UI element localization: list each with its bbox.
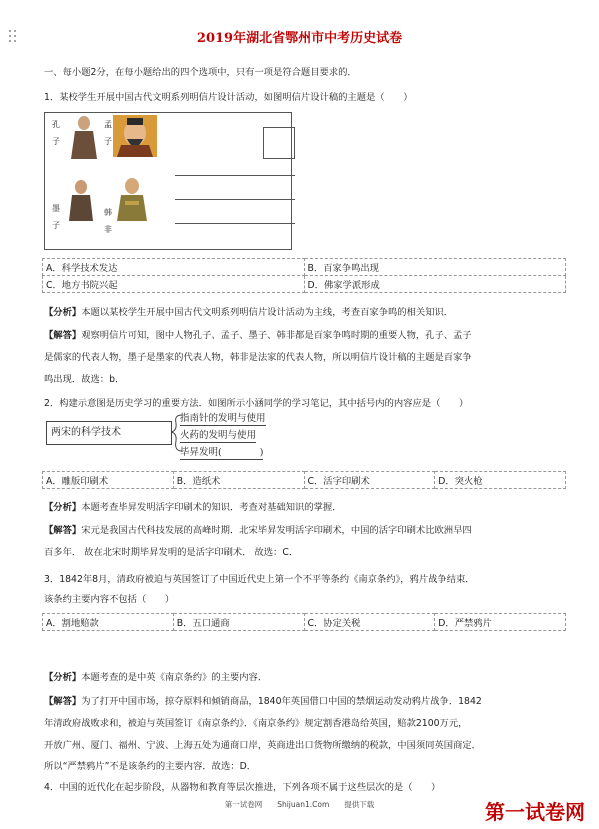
question-2-stem: 2．构建示意图是历史学习的重要方法．如图所示小涵同学的学习笔记，其中括号内的内容应是（ ）: [44, 398, 469, 409]
mozi-portrait: [67, 179, 95, 221]
question-3-options: [42, 613, 566, 631]
concept-branch: 火药的发明与使用: [180, 430, 257, 441]
question-3-stem: 该条约主要内容不包括（ ）: [44, 594, 175, 605]
question-3-answer-line: 所以“严禁鸦片”不是该条约的主要内容．故选：D．: [44, 761, 257, 772]
document-title: 2019年湖北省鄂州市中考历史试卷: [196, 31, 403, 46]
question-3-answer-line: 年清政府战败求和，被迫与英国签订《南京条约》．《南京条约》规定割香港岛给英国，赔款2100万元，: [44, 718, 468, 729]
option-a[interactable]: A．雕版印刷术: [43, 472, 174, 489]
option-c[interactable]: C．活字印刷术: [304, 472, 435, 489]
question-1-answer-line: 是儒家的代表人物，墨子是墨家的代表人物，韩非是法家的代表人物，所以明信片设计稿的主题是百家争: [44, 352, 472, 363]
figure-name-confucius: 孔 子: [52, 120, 60, 146]
question-1-options: [42, 258, 566, 293]
postcard-figure: [44, 112, 292, 250]
figure-name-hanfei: 韩 非: [104, 208, 112, 234]
option-c[interactable]: C．协定关税: [304, 614, 435, 631]
question-1-answer-line: 鸣出现．故选：b．: [44, 374, 125, 385]
figure-name-mencius: 孟 子: [104, 120, 112, 146]
question-1-answer-line: 【解答】观察明信片可知，图中人物孔子、孟子、墨子、韩非都是百家争鸣时期的重要人物，孔子、孟子: [44, 330, 472, 341]
option-d[interactable]: D．突火枪: [435, 472, 566, 489]
question-3-answer-line: 【解答】为了打开中国市场，掠夺原料和倾销商品，1840年英国借口中国的禁烟运动发动鸦片战争．1842: [44, 696, 482, 707]
option-b[interactable]: B．百家争鸣出现: [304, 259, 566, 276]
option-d[interactable]: D．严禁鸦片: [435, 614, 566, 631]
question-2-answer-line: 【解答】宋元是我国古代科技发展的高峰时期．北宋毕昇发明活字印刷术，中国的活字印刷术比欧洲早四: [44, 525, 472, 536]
option-d[interactable]: D．佛家学派形成: [304, 276, 566, 293]
stamp-box: [263, 127, 295, 159]
concept-branch: 毕昇发明( ): [180, 447, 264, 458]
address-line: [175, 175, 295, 176]
question-3-stem: 3．1842年8月，清政府被迫与英国签订了中国近代史上第一个不平等条约《南京条约》，鸦片战争结束．: [44, 574, 475, 585]
concept-branch: 指南针的发明与使用: [180, 413, 266, 424]
brand-logo: 第一试卷网: [485, 800, 585, 824]
option-a[interactable]: A．割地赔款: [43, 614, 174, 631]
question-2-analysis: 【分析】本题考查毕昇发明活字印刷术的知识．考查对基础知识的掌握．: [44, 502, 342, 513]
question-3-analysis: 【分析】本题考查的是中英《南京条约》的主要内容．: [44, 672, 268, 683]
section-heading: 一、每小题2分，在每小题给出的四个选项中，只有一项是符合题目要求的．: [44, 67, 357, 78]
option-b[interactable]: B．造纸术: [173, 472, 304, 489]
question-2-answer-line: 百多年． 故在北宋时期毕昇发明的是活字印刷术． 故选：C．: [44, 547, 299, 558]
concept-map-root: 两宋的科学技术: [46, 421, 172, 445]
address-line: [175, 199, 295, 200]
question-3-answer-line: 开放广州、厦门、福州、宁波、上海五处为通商口岸，英商进出口货物所缴纳的税款，中国须同英国商定．: [44, 740, 481, 751]
address-line: [175, 223, 295, 224]
question-4-stem: 4．中国的近代化在起步阶段，从器物和教育等层次推进，下列各项不属于这些层次的是（ ）: [44, 782, 441, 793]
option-c[interactable]: C．地方书院兴起: [43, 276, 305, 293]
hanfei-portrait: [115, 177, 149, 221]
question-2-options: [42, 471, 566, 489]
question-1-analysis: 【分析】本题以某校学生开展中国古代文明系列明信片设计活动为主线，考查百家争鸣的相关知识．: [44, 307, 454, 318]
confucius-portrait: [69, 115, 99, 159]
page-footer: 第一试卷网 Shijuan1.Com 提供下载: [224, 800, 375, 809]
question-1-stem: 1．某校学生开展中国古代文明系列明信片设计活动，如图明信片设计稿的主题是（ ）: [44, 92, 413, 103]
mencius-portrait: [113, 115, 157, 157]
figure-name-mozi: 墨 子: [52, 204, 60, 230]
option-a[interactable]: A．科学技术发达: [43, 259, 305, 276]
option-b[interactable]: B．五口通商: [173, 614, 304, 631]
